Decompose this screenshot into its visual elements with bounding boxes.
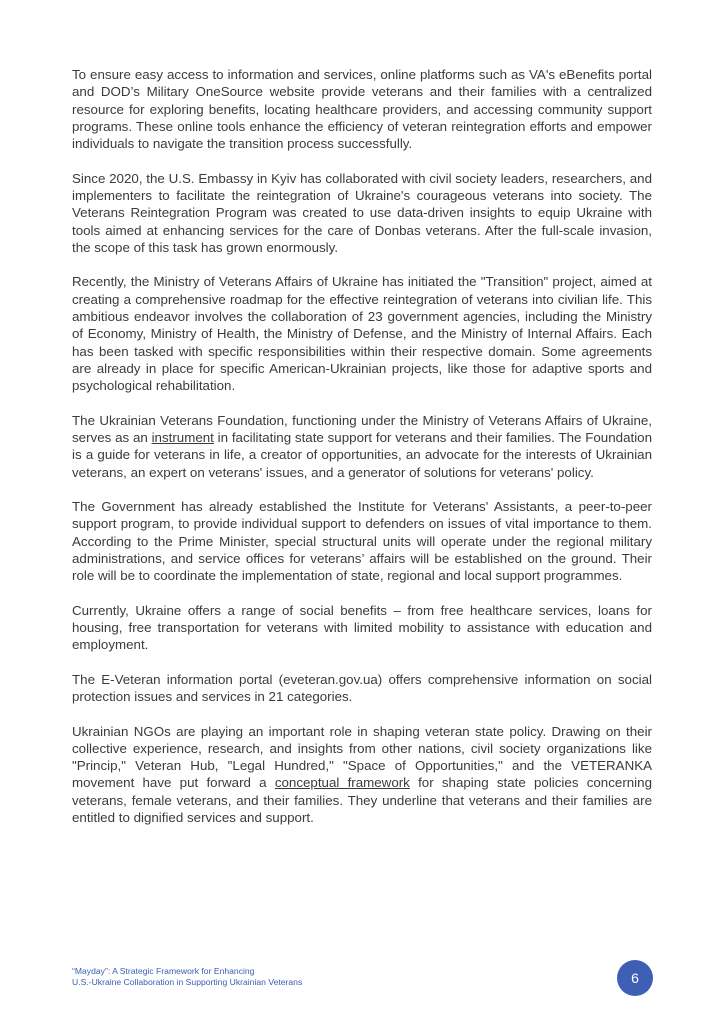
footer-title-line1: “Mayday”: A Strategic Framework for Enhancing <box>72 966 255 976</box>
paragraph-transition-project: Recently, the Ministry of Veterans Affairs of Ukraine has initiated the "Transition" project, aimed at creating a comprehensive roadmap for the effective reintegration of veterans into civilian life. This ambitious endeavor involves the collaboration of 23 government agencies, including the Ministry of Economy, Ministry of Health, the Ministry of Defense, and the Ministry of Internal Affairs. Each has been tasked with specific responsibilities within their respective domain. Some agreements are already in place for specific American-Ukrainian projects, like those for adaptive sports and psychological rehabilitation. <box>72 274 652 394</box>
paragraph-text: for shaping state policies concerning veterans, female veterans, and their families. They underline that veterans and their families are entitled to dignified services and support. <box>72 775 652 825</box>
paragraph-veterans-assistants: The Government has already established the Institute for Veterans' Assistants, a peer-to-peer support program, to provide individual support to defenders on issues of vital importance to them. According to the Prime Minister, special structural units will operate under the regional military administrations, and service offices for veterans’ affairs will be established on the ground. Their role will be to coordinate the implementation of state, regional and local support programmes. <box>72 498 652 584</box>
paragraph-veterans-foundation <box>72 412 652 481</box>
paragraph-text: The Ukrainian Veterans Foundation, functioning under the Ministry of Veterans Affairs of Ukraine, serves as an <box>72 412 652 445</box>
footer-title-line2: U.S.-Ukraine Collaboration in Supporting Ukrainian Veterans <box>72 977 303 987</box>
paragraph-text: Ukrainian NGOs are playing an important role in shaping veteran state policy. Drawing on their collective experience, research, and insights from other nations, civil society organizations like "Princip," Veteran Hub, "Legal Hundred," "Space of Opportunities," and the VETERANKA movement have put forward a <box>72 723 652 791</box>
paragraph-e-veteran-portal: The E-Veteran information portal (eveteran.gov.ua) offers comprehensive information on social protection issues and services in 21 categories. <box>72 671 652 705</box>
document-body <box>72 66 652 843</box>
footer-title <box>72 966 302 988</box>
paragraph-online-platforms: To ensure easy access to information and services, online platforms such as VA's eBenefits portal and DOD’s Military OneSource website provide veterans and their families with a centralized resource for exploring benefits, locating healthcare providers, and accessing community support programs. These online tools enhance the efficiency of veteran reintegration efforts and empower individuals to navigate the transition process successfully. <box>72 67 652 152</box>
instrument-link[interactable]: instrument <box>151 429 214 445</box>
paragraph-ukrainian-ngos <box>72 723 652 827</box>
conceptual-framework-link[interactable]: conceptual framework <box>274 775 410 791</box>
paragraph-text: in facilitating state support for veterans and their families. The Foundation is a guide for veterans in life, a creator of opportunities, an advocate for the interests of Ukrainian veterans, an expert on veterans' issues, and a generator of solutions for veterans' policy. <box>72 429 653 480</box>
paragraph-embassy-kyiv: Since 2020, the U.S. Embassy in Kyiv has collaborated with civil society leaders, researchers, and implementers to facilitate the reintegration of Ukraine's courageous veterans into society. The Veterans Reintegration Program was created to use data-driven insights to equip Ukraine with tools aimed at enhancing services for the care of Donbas veterans. After the full-scale invasion, the scope of this task has grown enormously. <box>72 170 652 255</box>
paragraph-social-benefits: Currently, Ukraine offers a range of social benefits – from free healthcare services, loans for housing, free transportation for veterans with limited mobility to assistance with education and employment. <box>72 602 652 653</box>
page-number-badge: 6 <box>617 960 653 996</box>
